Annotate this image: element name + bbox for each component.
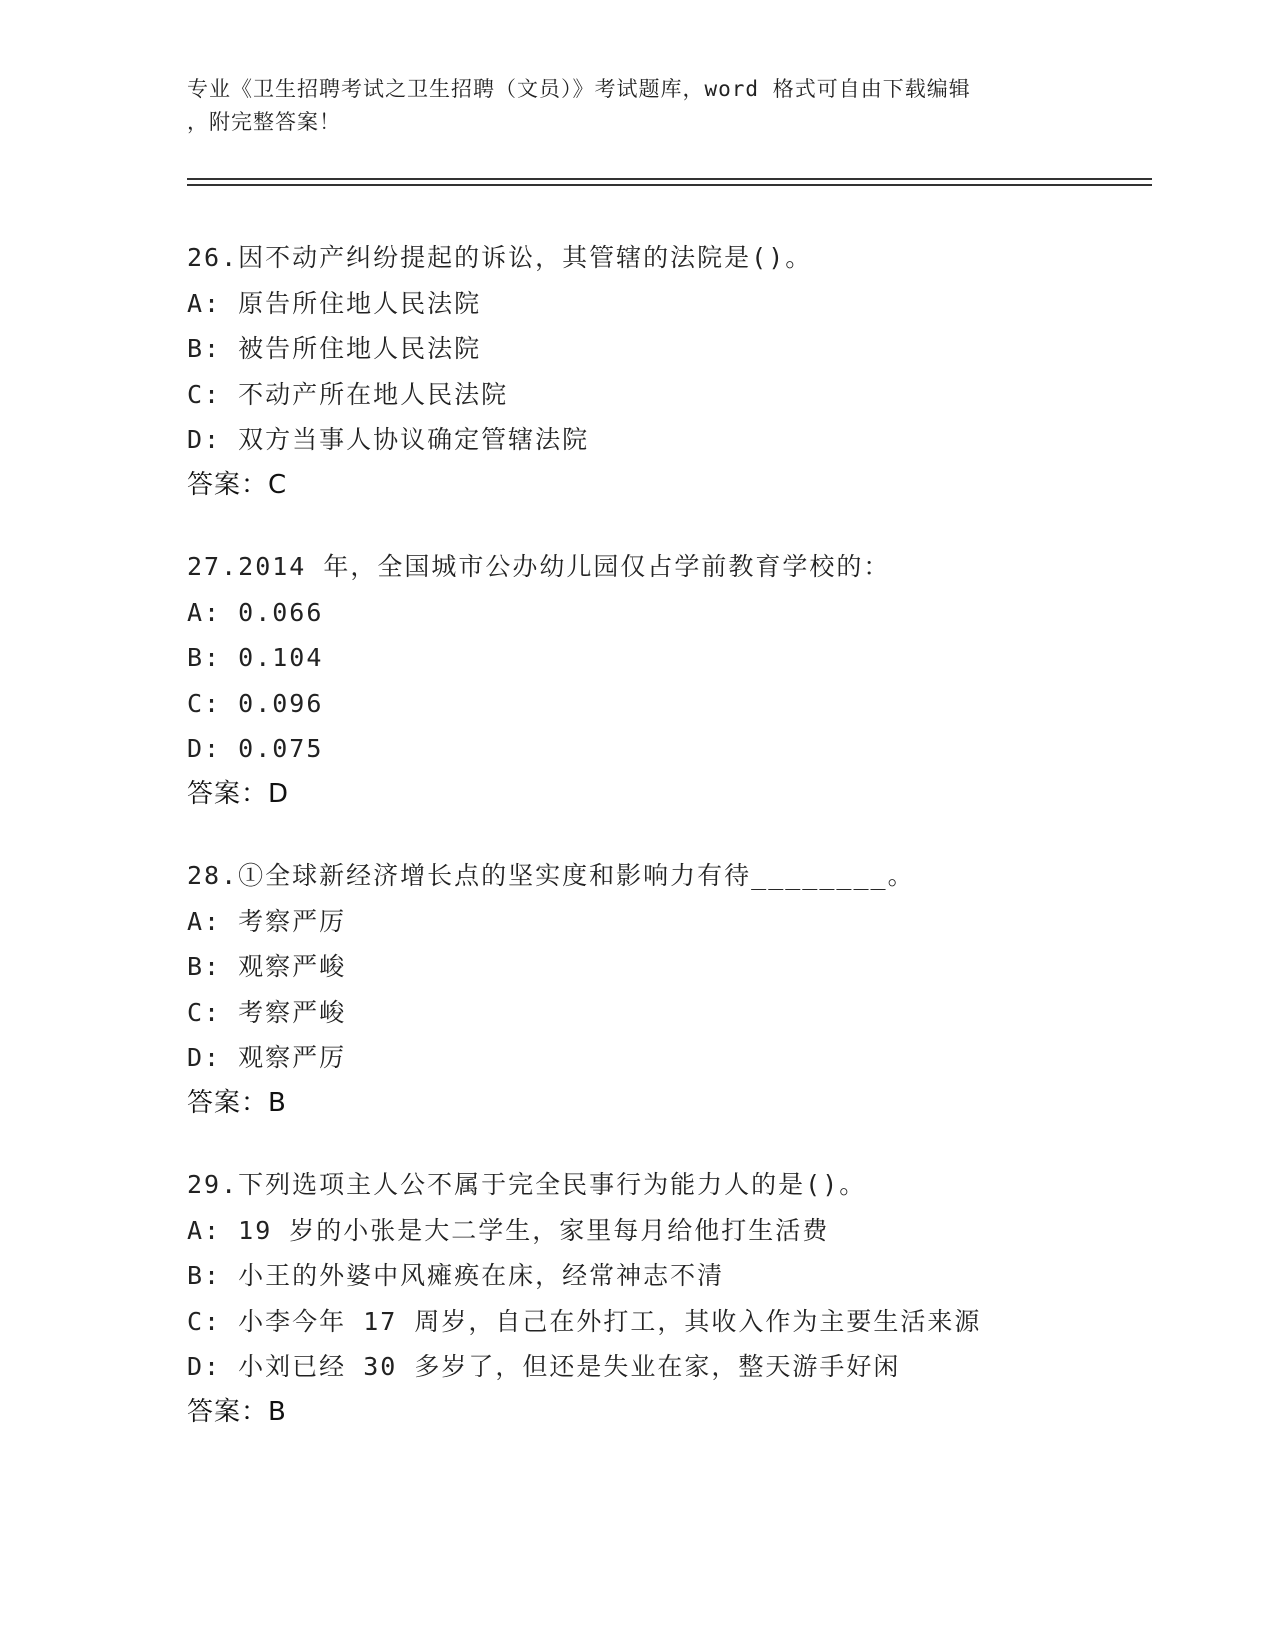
option-b: B: 小王的外婆中风瘫痪在床，经常神志不清 bbox=[187, 1261, 725, 1290]
option-d: D: 0.075 bbox=[187, 734, 324, 763]
header-title-line: 专业《卫生招聘考试之卫生招聘（文员）》考试题库，word 格式可自由下载编辑 bbox=[187, 77, 971, 101]
question-27 bbox=[187, 544, 1147, 817]
question-29 bbox=[187, 1162, 1147, 1435]
question-28 bbox=[187, 853, 1147, 1126]
option-c: C: 考察严峻 bbox=[187, 997, 347, 1027]
option-d: D: 双方当事人协议确定管辖法院 bbox=[187, 425, 590, 454]
option-c: C: 不动产所在地人民法院 bbox=[187, 379, 509, 409]
question-stem: 26.因不动产纠纷提起的诉讼，其管辖的法院是()。 bbox=[187, 243, 813, 272]
answer-line: 答案：D bbox=[187, 778, 290, 809]
question-stem: 27.2014 年，全国城市公办幼儿园仅占学前教育学校的： bbox=[187, 552, 891, 581]
option-a: A: 0.066 bbox=[187, 597, 324, 627]
question-26 bbox=[187, 235, 1147, 508]
header-divider-top bbox=[187, 178, 1152, 180]
option-d: D: 小刘已经 30 多岁了，但还是失业在家，整天游手好闲 bbox=[187, 1352, 901, 1381]
question-list bbox=[187, 235, 1147, 1471]
header-title-continuation: ，附完整答案！ bbox=[187, 110, 341, 134]
option-a: A: 原告所住地人民法院 bbox=[187, 288, 482, 318]
option-a: A: 考察严厉 bbox=[187, 906, 347, 936]
question-stem: 29.下列选项主人公不属于完全民事行为能力人的是()。 bbox=[187, 1170, 867, 1199]
option-c: C: 0.096 bbox=[187, 688, 324, 718]
option-b: B: 观察严峻 bbox=[187, 952, 347, 981]
option-b: B: 0.104 bbox=[187, 643, 324, 672]
option-a: A: 19 岁的小张是大二学生，家里每月给他打生活费 bbox=[187, 1215, 830, 1245]
header-divider-bottom bbox=[187, 184, 1152, 186]
option-b: B: 被告所住地人民法院 bbox=[187, 334, 482, 363]
answer-line: 答案：B bbox=[187, 1087, 287, 1118]
answer-line: 答案：C bbox=[187, 469, 288, 500]
answer-line: 答案：B bbox=[187, 1396, 287, 1427]
option-d: D: 观察严厉 bbox=[187, 1043, 347, 1072]
question-stem: 28.①全球新经济增长点的坚实度和影响力有待________。 bbox=[187, 861, 915, 890]
option-c: C: 小李今年 17 周岁，自己在外打工，其收入作为主要生活来源 bbox=[187, 1306, 982, 1336]
document-header bbox=[187, 73, 1087, 139]
